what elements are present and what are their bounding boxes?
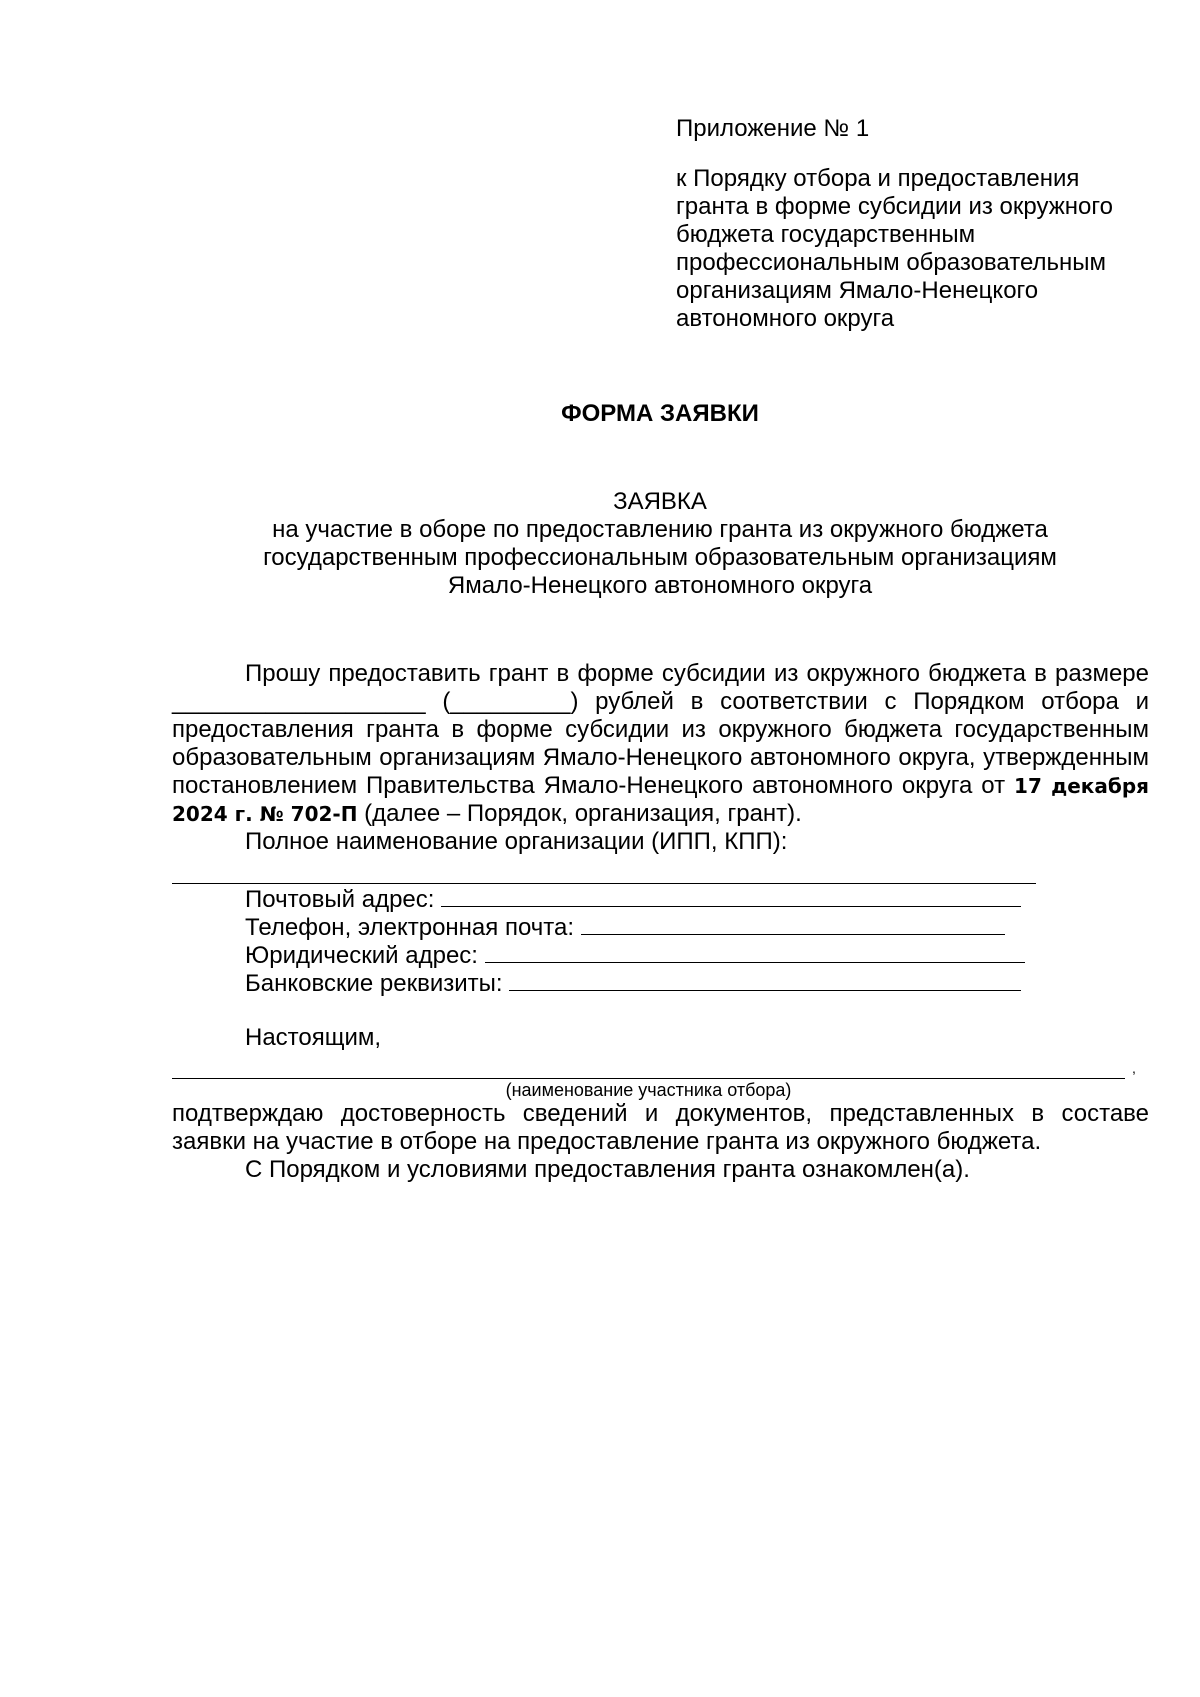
appendix-line: бюджета государственным bbox=[676, 221, 976, 248]
org-name-line[interactable] bbox=[172, 856, 1036, 884]
request-paragraph bbox=[172, 660, 1149, 828]
decree-reference: 17 декабря 2024 г. № 702-П bbox=[172, 774, 1149, 826]
participant-name-line[interactable] bbox=[172, 1052, 1125, 1079]
request-text-part1: Прошу предоставить грант в форме субсидии из окружного бюджета в размере bbox=[245, 660, 1149, 687]
participant-name-field bbox=[172, 1052, 1149, 1079]
appendix-line: к Порядку отбора и предоставления bbox=[676, 165, 1080, 192]
bank-details-label: Банковские реквизиты: bbox=[245, 970, 510, 997]
appendix-text bbox=[676, 165, 1176, 333]
postal-address-row bbox=[172, 884, 1149, 912]
org-name-label: Полное наименование организации (ИПП, КПП): bbox=[245, 828, 788, 855]
application-subtitle-line: Ямало-Ненецкого автономного округа bbox=[447, 572, 873, 599]
confirm-paragraph: подтверждаю достоверность сведений и документов, представленных в составе заявки на участие в отборе на предоставление гранта из окружного бюджета. bbox=[172, 1100, 1149, 1155]
legal-address-line[interactable] bbox=[485, 940, 1025, 963]
appendix-block bbox=[676, 115, 1176, 333]
application-heading: ЗАЯВКА bbox=[613, 488, 707, 515]
amount-blank[interactable]: ___________________ bbox=[172, 688, 426, 715]
appendix-line: профессиональным образовательным bbox=[676, 249, 1107, 276]
appendix-line: организациям Ямало-Ненецкого bbox=[676, 277, 1039, 304]
appendix-line: гранта в форме субсидии из окружного bbox=[676, 193, 1113, 220]
hereby-text: Настоящим, bbox=[245, 1024, 382, 1051]
application-body bbox=[172, 660, 1149, 1184]
amount-words-blank[interactable]: (_________) bbox=[425, 688, 579, 715]
legal-address-label: Юридический адрес: bbox=[245, 942, 485, 969]
form-title: ФОРМА ЗАЯВКИ bbox=[561, 400, 759, 427]
phone-email-line[interactable] bbox=[581, 912, 1005, 935]
legal-address-row bbox=[172, 940, 1149, 968]
postal-address-label: Почтовый адрес: bbox=[245, 886, 442, 913]
request-text-part3: (далее – Порядок, организация, грант). bbox=[357, 800, 802, 827]
participant-caption: (наименование участника отбора) bbox=[505, 1080, 792, 1100]
appendix-line: автономного округа bbox=[676, 305, 895, 332]
request-text-part2: рублей в соответствии с Порядком отбора и предоставления гранта в форме субсидии из окружного бюджета государственным образовательным организациям Ямало-Ненецкого автономного округа, утвержденным постановлением Правительства Ямало-Ненецкого автономного округа от bbox=[172, 688, 1149, 799]
application-subtitle-line: государственным профессиональным образовательным организациям bbox=[263, 544, 1057, 571]
application-header bbox=[170, 488, 1150, 600]
application-subtitle-line: на участие в оборе по предоставлению гранта из окружного бюджета bbox=[272, 516, 1048, 543]
acknowledged-text: С Порядком и условиями предоставления гранта ознакомлен(а). bbox=[245, 1156, 970, 1183]
bank-details-row bbox=[172, 968, 1149, 996]
participant-comma: , bbox=[1132, 1060, 1136, 1076]
appendix-title: Приложение № 1 bbox=[676, 115, 870, 142]
phone-email-row bbox=[172, 912, 1149, 940]
bank-details-line[interactable] bbox=[509, 968, 1021, 991]
phone-email-label: Телефон, электронная почта: bbox=[245, 914, 581, 941]
postal-address-line[interactable] bbox=[441, 884, 1021, 907]
